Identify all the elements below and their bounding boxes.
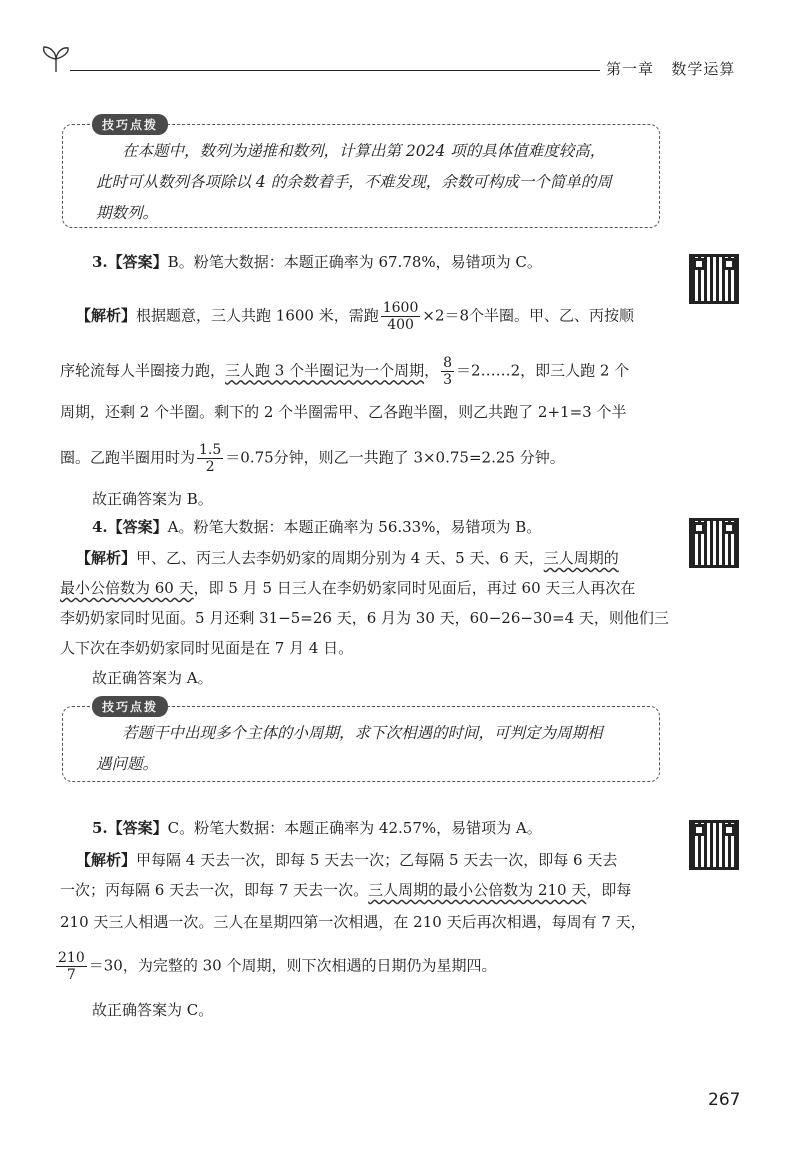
q4-answer: 4.【答案】A。粉笔大数据：本题正确率为 56.33%，易错项为 B。 (92, 518, 542, 536)
fraction: $\frac{8}{3}$ (443, 355, 453, 388)
q3-conclusion: 故正确答案为 B。 (92, 490, 213, 508)
q5-analysis-line-1: 【解析】甲每隔 4 天去一次，即每 5 天去一次；乙每隔 5 天去一次，即每 6 天去 (76, 851, 618, 869)
q3-analysis-line-2: 序轮流每人半圈接力跑，三人跑 3 个半圈记为一个周期， $\frac{8}{3}$ ＝2……2，即三人跑 2 个 (60, 355, 630, 388)
fraction: $\frac{1600}{400}$ (382, 300, 419, 333)
header-rule (70, 70, 600, 71)
qr-code[interactable] (689, 254, 739, 304)
qr-code[interactable] (689, 820, 739, 870)
tip-2-text: 若题干中出现多个主体的小周期，求下次相遇的时间，可判定为周期相 遇问题。 (96, 724, 603, 773)
tip-badge-2: 技巧点拨 (92, 696, 168, 717)
q5-answer: 5.【答案】C。粉笔大数据：本题正确率为 42.57%，易错项为 A。 (92, 819, 542, 837)
q4-analysis-line-3: 李奶奶家同时见面。5 月还剩 31−5=26 天，6 月为 30 天，60−26−30=4 天，则他们三 (60, 609, 669, 627)
page-number: 267 (708, 1090, 741, 1110)
q3-analysis-line-3: 周期，还剩 2 个半圈。剩下的 2 个半圈需甲、乙各跑半圈，则乙共跑了 2+1=3 个半 (60, 403, 627, 421)
q5-analysis-line-2: 一次；丙每隔 6 天去一次，即每 7 天去一次。三人周期的最小公倍数为 210 天，即每 (60, 881, 632, 899)
tip-1-text: 在本题中，数列为递推和数列，计算出第 2024 项的具体值难度较高， 此时可从数列各项除以 4 的余数着手，不难发现，余数可构成一个简单的周 期数列。 (96, 142, 612, 222)
fraction: $\frac{210}{7}$ (58, 950, 85, 983)
q3-analysis-line-1: 【解析】根据题意，三人共跑 1600 米，需跑 $\frac{1600}{400}$ ×2＝8个半圈。甲、乙、丙按顺 (76, 300, 635, 333)
fraction: $\frac{1.5}{2}$ (199, 442, 222, 475)
q4-analysis-line-2: 最小公倍数为 60 天，即 5 月 5 日三人在李奶奶家同时见面后，再过 60 天三人再次在 (60, 579, 636, 597)
tip-badge-1: 技巧点拨 (92, 114, 168, 135)
chapter-title: 第一章 数学运算 (606, 60, 736, 78)
q5-conclusion: 故正确答案为 C。 (92, 1001, 214, 1019)
q4-analysis-line-4: 人下次在李奶奶家同时见面是在 7 月 4 日。 (60, 639, 354, 657)
q4-conclusion: 故正确答案为 A。 (92, 669, 213, 687)
q4-analysis-line-1: 【解析】甲、乙、丙三人去李奶奶家的周期分别为 4 天、5 天、6 天，三人周期的 (76, 549, 619, 567)
q5-analysis-line-3: 210 天三人相遇一次。三人在星期四第一次相遇，在 210 天后再次相遇，每周有 7 天， (60, 913, 646, 931)
q3-answer: 3.【答案】B。粉笔大数据：本题正确率为 67.78%，易错项为 C。 (92, 253, 542, 271)
qr-code[interactable] (689, 518, 739, 568)
q5-analysis-line-4: $\frac{210}{7}$ ＝30，为完整的 30 个周期，则下次相遇的日期仍为星期四。 (58, 950, 497, 983)
q3-analysis-line-4: 圈。乙跑半圈用时为 $\frac{1.5}{2}$ ＝0.75分钟，则乙一共跑了 3×0.75=2.25 分钟。 (60, 442, 565, 475)
